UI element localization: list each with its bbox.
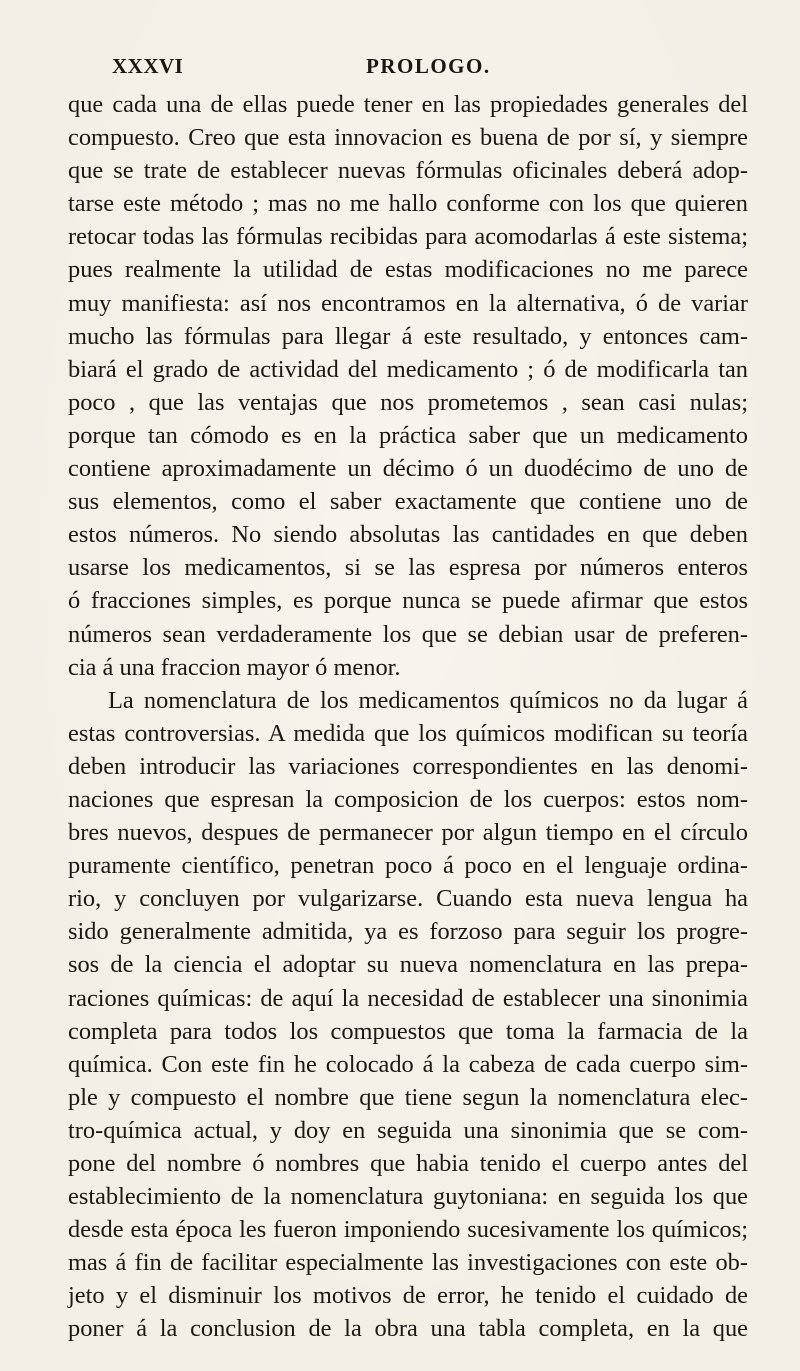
body-text	[68, 88, 748, 1346]
text-line: química. Con este fin he colocado á la cabeza de cada cuerpo sim-	[68, 1050, 748, 1078]
text-line: compuesto. Creo que esta innovacion es buena de por sí, y siempre	[68, 124, 748, 152]
text-line: pone del nombre ó nombres que habia tenido el cuerpo antes del	[68, 1150, 748, 1177]
text-line: mucho las fórmulas para llegar á este resultado, y entonces cam-	[68, 322, 748, 350]
text-line: puramente científico, penetran poco á poco en el lenguaje ordina-	[68, 852, 748, 880]
text-line: usarse los medicamentos, si se las espresa por números enteros	[68, 554, 748, 582]
text-line: números sean verdaderamente los que se debian usar de preferen-	[68, 620, 748, 648]
text-line: raciones químicas: de aquí la necesidad de establecer una sinonimia	[68, 984, 748, 1012]
text-line: ple y compuesto el nombre que tiene segun la nomenclatura elec-	[68, 1083, 748, 1111]
text-line: ó fracciones simples, es porque nunca se puede afirmar que estos	[68, 587, 748, 615]
text-line: estos números. No siendo absolutas las cantidades en que deben	[68, 521, 748, 549]
text-line: tarse este método ; mas no me hallo conforme con los que quieren	[68, 190, 748, 218]
text-line: que cada una de ellas puede tener en las propiedades generales del	[68, 91, 748, 118]
text-line: jeto y el disminuir los motivos de error, he tenido el cuidado de	[68, 1282, 748, 1310]
text-line: naciones que espresan la composicion de los cuerpos: estos nom-	[68, 785, 748, 813]
text-line: poco , que las ventajas que nos prometemos , sean casi nulas;	[68, 388, 748, 416]
text-line: poner á la conclusion de la obra una tabla completa, en la que	[68, 1315, 748, 1343]
text-line: desde esta época les fueron imponiendo sucesivamente los químicos;	[68, 1216, 748, 1244]
text-line: completa para todos los compuestos que toma la farmacia de la	[68, 1017, 748, 1045]
text-line: sus elementos, como el saber exactamente que contiene uno de	[68, 488, 748, 516]
text-line: estas controversias. A medida que los químicos modifican su teoría	[68, 719, 748, 747]
text-line: bres nuevos, despues de permanecer por algun tiempo en el círculo	[68, 819, 748, 847]
text-line: deben introducir las variaciones correspondientes en las denomi-	[68, 752, 748, 780]
text-line: cia á una fraccion mayor ó menor.	[68, 653, 401, 681]
text-line: contiene aproximadamente un décimo ó un duodécimo de uno de	[68, 455, 748, 483]
text-line: biará el grado de actividad del medicamento ; ó de modificarla tan	[68, 355, 748, 383]
text-line: sos de la ciencia el adoptar su nueva nomenclatura en las prepa-	[68, 951, 748, 979]
running-head: PROLOGO.	[366, 54, 491, 78]
text-line: muy manifiesta: así nos encontramos en la alternativa, ó de variar	[68, 289, 748, 317]
text-line: rio, y concluyen por vulgarizarse. Cuando esta nueva lengua ha	[68, 885, 748, 913]
text-line: que se trate de establecer nuevas fórmulas oficinales deberá adop-	[68, 157, 748, 185]
page-number: XXXVI	[112, 54, 184, 78]
text-line: porque tan cómodo es en la práctica saber que un medicamento	[68, 421, 748, 449]
text-line: pues realmente la utilidad de estas modificaciones no me parece	[68, 256, 748, 284]
page-header	[112, 54, 672, 84]
text-line: mas á fin de facilitar especialmente las investigaciones con este ob-	[68, 1249, 748, 1277]
text-line: sido generalmente admitida, ya es forzoso para seguir los progre-	[68, 918, 748, 946]
text-line: tro-química actual, y doy en seguida una sinonimia que se com-	[68, 1116, 748, 1144]
text-line: retocar todas las fórmulas recibidas para acomodarlas á este sistema;	[68, 223, 748, 251]
text-line: establecimiento de la nomenclatura guytoniana: en seguida los que	[68, 1183, 748, 1211]
text-line: La nomenclatura de los medicamentos químicos no da lugar á	[108, 686, 748, 714]
